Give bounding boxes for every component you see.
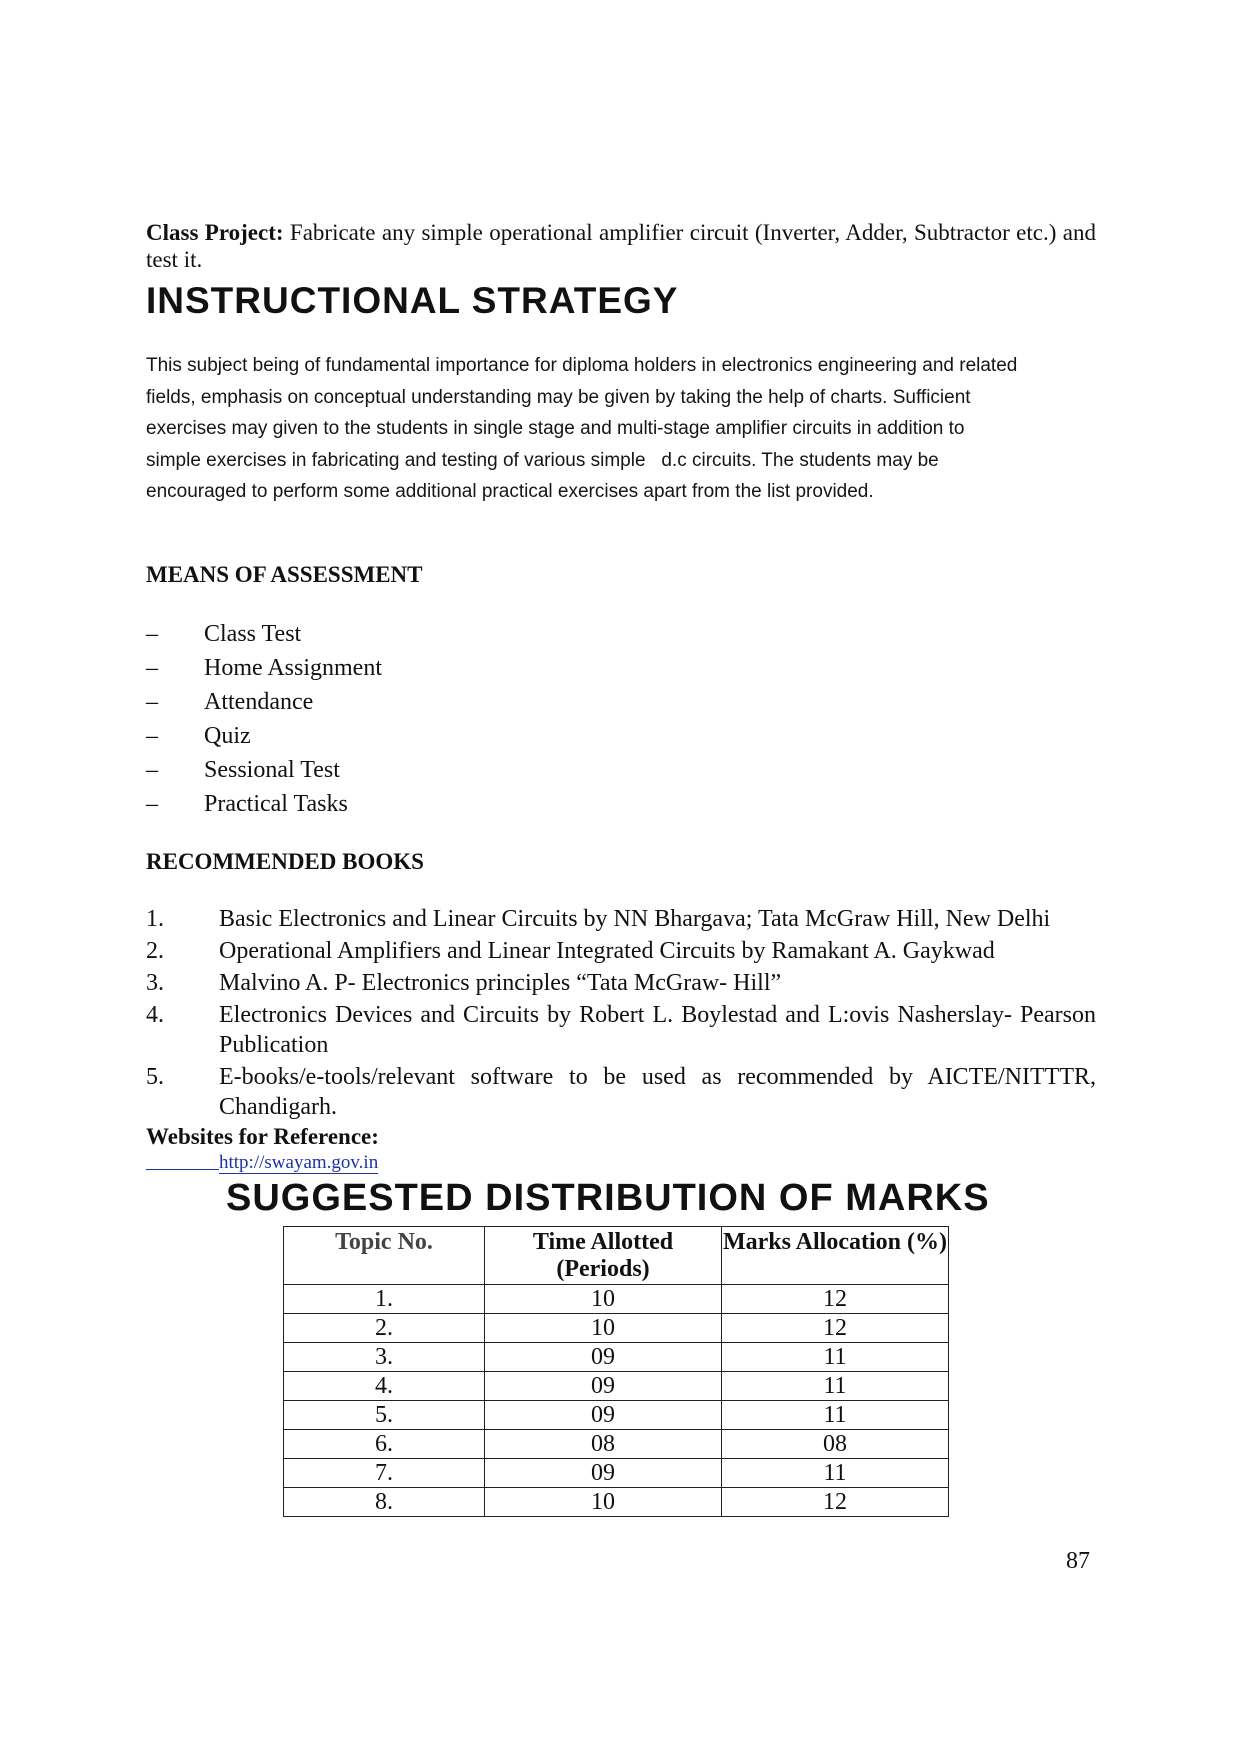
assessment-item: Class Test <box>204 621 302 647</box>
assessment-item: Quiz <box>204 723 251 749</box>
dash-bullet: – <box>146 655 158 681</box>
cell-marks: 11 <box>722 1343 949 1372</box>
distribution-heading: SUGGESTED DISTRIBUTION OF MARKS <box>226 1177 990 1219</box>
means-of-assessment-heading: MEANS OF ASSESSMENT <box>146 562 423 587</box>
list-item <box>146 1000 1096 1060</box>
header-marks-allocation: Marks Allocation (%) <box>722 1227 949 1285</box>
books-list <box>146 904 1096 1124</box>
cell-topic: 7. <box>284 1459 485 1488</box>
book-title: Malvino A. P- Electronics principles “Tata McGraw- Hill” <box>219 970 782 996</box>
cell-marks: 12 <box>722 1314 949 1343</box>
book-number: 1. <box>146 906 164 932</box>
strategy-line: fields, emphasis on conceptual understanding may be given by taking the help of charts. Sufficient <box>146 386 971 408</box>
cell-topic: 8. <box>284 1488 485 1517</box>
list-item <box>146 936 1096 966</box>
cell-topic: 4. <box>284 1372 485 1401</box>
header-time-allotted: Time Allotted (Periods) <box>485 1227 722 1285</box>
book-title: Operational Amplifiers and Linear Integrated Circuits by Ramakant A. Gaykwad <box>219 938 995 964</box>
cell-topic: 3. <box>284 1343 485 1372</box>
marks-table <box>283 1226 949 1517</box>
table-row <box>284 1430 949 1459</box>
cell-marks: 11 <box>722 1372 949 1401</box>
assessment-item: Attendance <box>204 689 314 715</box>
cell-topic: 1. <box>284 1285 485 1314</box>
cell-marks: 12 <box>722 1285 949 1314</box>
table-row <box>284 1343 949 1372</box>
table-header-row <box>284 1227 949 1285</box>
strategy-line: simple exercises in fabricating and testing of various simple d.c circuits. The students may be <box>146 449 939 471</box>
book-number: 2. <box>146 938 164 964</box>
dash-bullet: – <box>146 791 158 817</box>
cell-periods: 09 <box>485 1343 722 1372</box>
table-row <box>284 1285 949 1314</box>
table-row <box>284 1459 949 1488</box>
book-number: 3. <box>146 970 164 996</box>
table-row <box>284 1401 949 1430</box>
cell-marks: 11 <box>722 1401 949 1430</box>
assessment-item: Sessional Test <box>204 757 340 783</box>
book-title: E-books/e-tools/relevant software to be used as recommended by AICTE/NITTTR, Chandigarh. <box>219 1064 1096 1120</box>
book-title: Electronics Devices and Circuits by Robert L. Boylestad and L:ovis Nasherslay- Pearson Publication <box>219 1002 1096 1058</box>
class-project-text: Fabricate any simple operational amplifier circuit (Inverter, Adder, Subtractor etc.) and test it. <box>146 220 1096 272</box>
cell-periods: 10 <box>485 1314 722 1343</box>
table-row <box>284 1314 949 1343</box>
class-project-label: Class Project: <box>146 220 284 245</box>
assessment-item: Home Assignment <box>204 655 382 681</box>
list-item <box>146 1062 1096 1122</box>
book-title: Basic Electronics and Linear Circuits by NN Bhargava; Tata McGraw Hill, New Delhi <box>219 906 1051 932</box>
cell-marks: 11 <box>722 1459 949 1488</box>
recommended-books-heading: RECOMMENDED BOOKS <box>146 849 424 874</box>
instructional-strategy-heading: INSTRUCTIONAL STRATEGY <box>146 280 679 321</box>
dash-bullet: – <box>146 723 158 749</box>
cell-periods: 10 <box>485 1285 722 1314</box>
strategy-line: This subject being of fundamental importance for diploma holders in electronics engineering and related <box>146 355 1018 376</box>
cell-topic: 2. <box>284 1314 485 1343</box>
cell-marks: 12 <box>722 1488 949 1517</box>
strategy-line: encouraged to perform some additional practical exercises apart from the list provided. <box>146 481 874 502</box>
cell-periods: 09 <box>485 1459 722 1488</box>
cell-periods: 10 <box>485 1488 722 1517</box>
swayam-link-text: http://swayam.gov.in <box>219 1152 379 1173</box>
list-item <box>146 968 1096 998</box>
page-number: 87 <box>1066 1548 1090 1574</box>
cell-periods: 08 <box>485 1430 722 1459</box>
cell-periods: 09 <box>485 1372 722 1401</box>
websites-heading: Websites for Reference: <box>146 1124 379 1149</box>
instructional-strategy-text <box>146 350 1106 508</box>
class-project-paragraph <box>146 219 1096 273</box>
strategy-line: exercises may given to the students in single stage and multi-stage amplifier circuits in addition to <box>146 418 965 439</box>
link-underline-lead <box>146 1152 219 1170</box>
dash-bullet: – <box>146 689 158 715</box>
cell-periods: 09 <box>485 1401 722 1430</box>
header-topic-no: Topic No. <box>284 1227 485 1285</box>
dash-bullet: – <box>146 757 158 783</box>
dash-bullet: – <box>146 621 158 647</box>
cell-topic: 5. <box>284 1401 485 1430</box>
book-number: 4. <box>146 1002 164 1028</box>
list-item <box>146 904 1096 934</box>
cell-topic: 6. <box>284 1430 485 1459</box>
table-row <box>284 1372 949 1401</box>
assessment-item: Practical Tasks <box>204 791 348 817</box>
book-number: 5. <box>146 1064 164 1090</box>
table-row <box>284 1488 949 1517</box>
cell-marks: 08 <box>722 1430 949 1459</box>
swayam-link[interactable] <box>146 1152 378 1174</box>
